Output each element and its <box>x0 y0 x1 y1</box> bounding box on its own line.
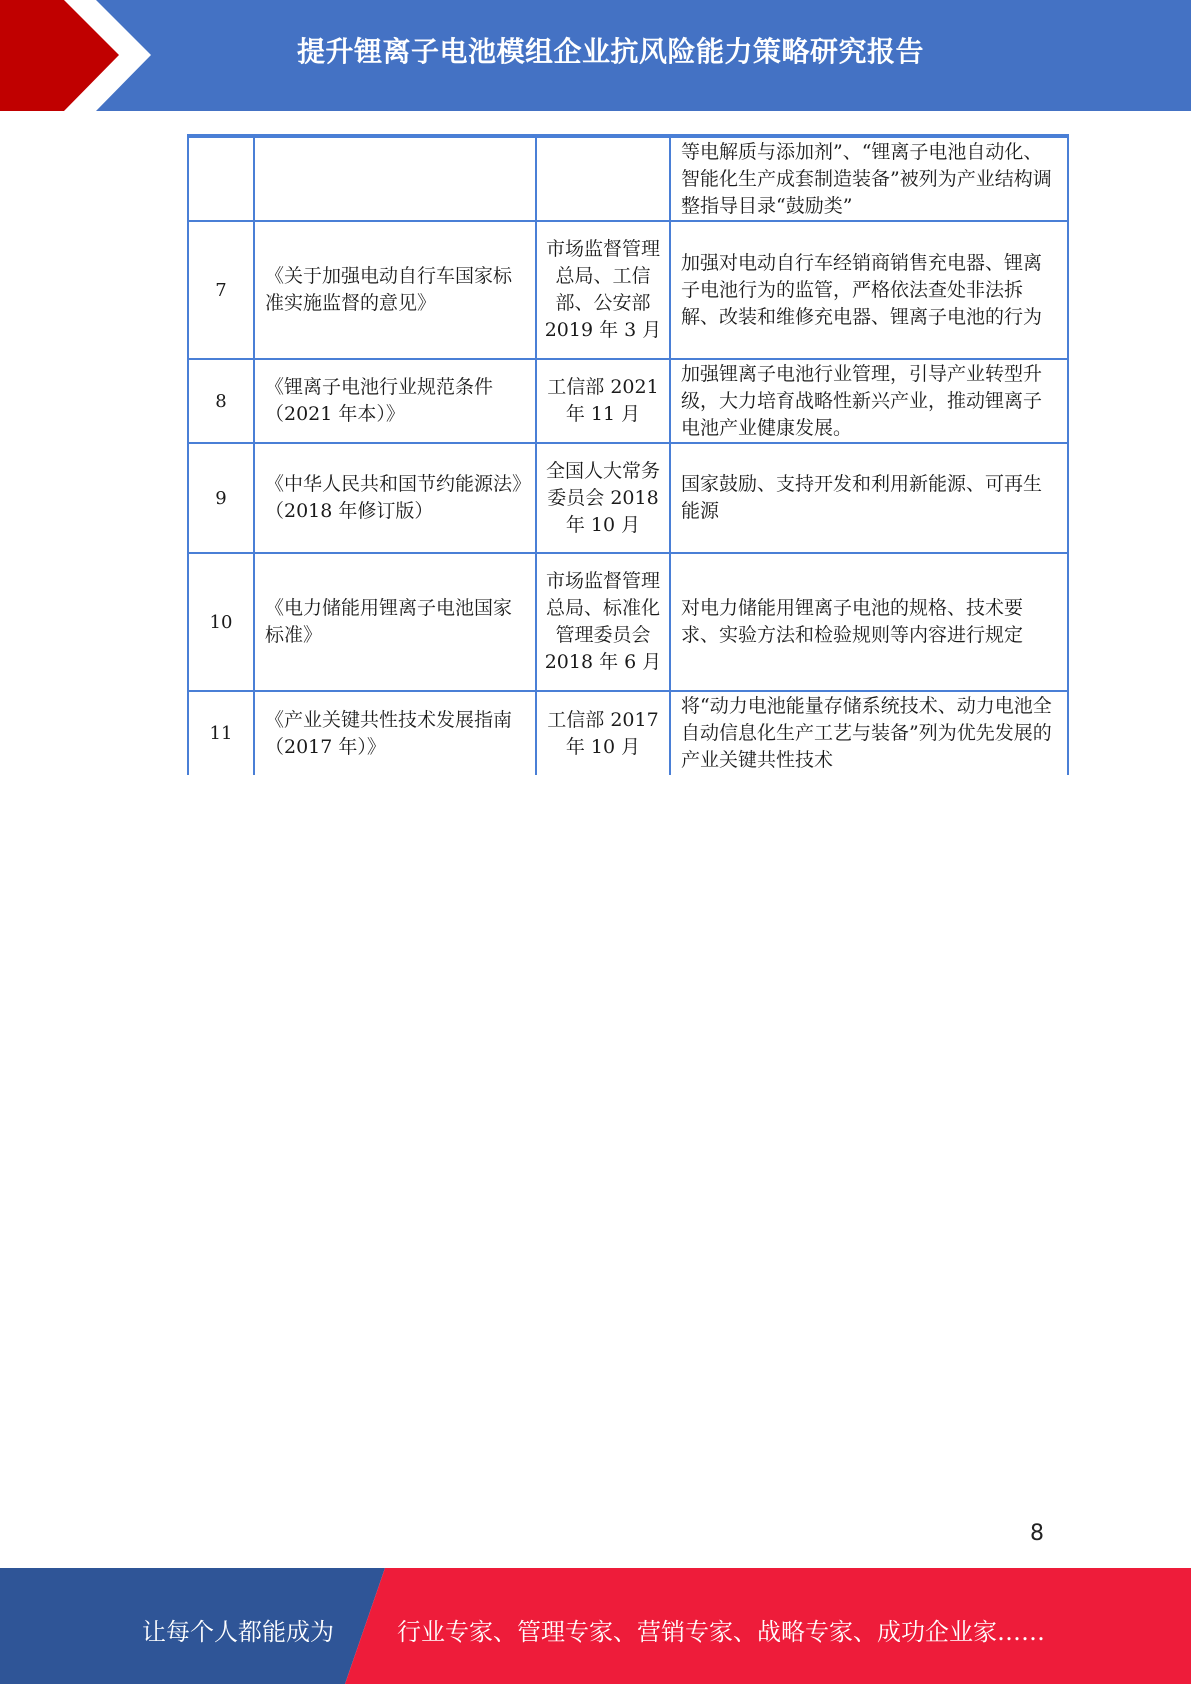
row-number: 10 <box>188 553 254 691</box>
row-number: 8 <box>188 359 254 443</box>
page-footer <box>0 1568 1191 1684</box>
table-row <box>188 553 1068 691</box>
policy-title: 《关于加强电动自行车国家标准实施监督的意见》 <box>254 221 536 359</box>
table-row <box>188 137 1068 221</box>
policy-issuer: 市场监督管理总局、工信部、公安部 2019 年 3 月 <box>536 221 670 359</box>
policy-content: 对电力储能用锂离子电池的规格、技术要求、实验方法和检验规则等内容进行规定 <box>670 553 1068 691</box>
policy-content: 等电解质与添加剂”、“锂离子电池自动化、智能化生产成套制造装备”被列为产业结构调整指导目录“鼓励类” <box>670 137 1068 221</box>
row-number: 11 <box>188 691 254 775</box>
page-number: 8 <box>1030 1521 1044 1546</box>
policy-title: 《电力储能用锂离子电池国家标准》 <box>254 553 536 691</box>
policy-title: 《锂离子电池行业规范条件（2021 年本）》 <box>254 359 536 443</box>
table-row <box>188 691 1068 775</box>
table-row <box>188 443 1068 553</box>
policy-issuer: 市场监督管理总局、标准化管理委员会 2018 年 6 月 <box>536 553 670 691</box>
policy-content: 加强对电动自行车经销商销售充电器、锂离子电池行为的监管，严格依法查处非法拆解、改装和维修充电器、锂离子电池的行为 <box>670 221 1068 359</box>
policy-content: 国家鼓励、支持开发和利用新能源、可再生能源 <box>670 443 1068 553</box>
footer-slogan-left: 让每个人都能成为 <box>142 1618 334 1646</box>
row-number: 7 <box>188 221 254 359</box>
policy-issuer: 全国人大常务委员会 2018 年 10 月 <box>536 443 670 553</box>
row-number <box>188 137 254 221</box>
policy-issuer: 工信部 2021 年 11 月 <box>536 359 670 443</box>
policy-title: 《中华人民共和国节约能源法》（2018 年修订版） <box>254 443 536 553</box>
policy-issuer <box>536 137 670 221</box>
table-row <box>188 359 1068 443</box>
table-row <box>188 221 1068 359</box>
page-header <box>0 0 1191 111</box>
policy-issuer: 工信部 2017 年 10 月 <box>536 691 670 775</box>
footer-slogan-right: 行业专家、管理专家、营销专家、战略专家、成功企业家…… <box>397 1618 1045 1646</box>
report-title: 提升锂离子电池模组企业抗风险能力策略研究报告 <box>296 35 924 68</box>
policy-table <box>187 136 1069 775</box>
policy-content: 将“动力电池能量存储系统技术、动力电池全自动信息化生产工艺与装备”列为优先发展的产业关键共性技术 <box>670 691 1068 775</box>
row-number: 9 <box>188 443 254 553</box>
policy-title <box>254 137 536 221</box>
policy-title: 《产业关键共性技术发展指南（2017 年）》 <box>254 691 536 775</box>
policy-content: 加强锂离子电池行业管理，引导产业转型升级，大力培育战略性新兴产业，推动锂离子电池产业健康发展。 <box>670 359 1068 443</box>
